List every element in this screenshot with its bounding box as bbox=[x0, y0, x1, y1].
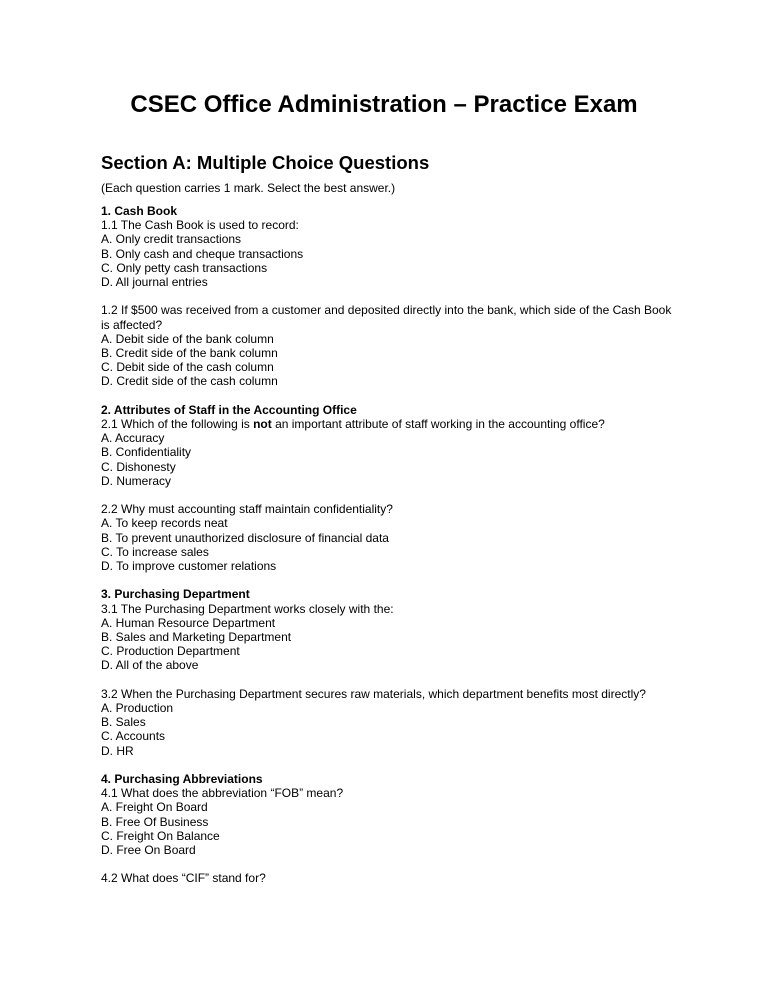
option-d: D. All of the above bbox=[101, 658, 199, 673]
question-3-1 bbox=[101, 602, 681, 673]
question-text-after: an important attribute of staff working in the accounting office? bbox=[271, 417, 605, 432]
question-text: 2.2 Why must accounting staff maintain confidentiality? bbox=[101, 502, 393, 517]
option-b: B. Credit side of the bank column bbox=[101, 346, 278, 361]
option-a: A. Accuracy bbox=[101, 431, 165, 446]
question-text-before: 2.1 Which of the following is bbox=[101, 417, 254, 432]
question-text: 3.1 The Purchasing Department works closely with the: bbox=[101, 601, 394, 616]
topic-cash-book bbox=[101, 204, 681, 389]
question-1-2 bbox=[101, 303, 681, 388]
option-d: D. Credit side of the cash column bbox=[101, 374, 278, 389]
option-a: A. Debit side of the bank column bbox=[101, 331, 274, 346]
topic-heading: 3. Purchasing Department bbox=[101, 587, 250, 602]
option-d: D. All journal entries bbox=[101, 275, 208, 290]
topic-heading: 2. Attributes of Staff in the Accounting Office bbox=[101, 402, 357, 417]
option-d: D. Numeracy bbox=[101, 473, 172, 488]
option-a: A. Only credit transactions bbox=[101, 232, 242, 247]
option-b: B. Sales and Marketing Department bbox=[101, 630, 292, 645]
question-4-1 bbox=[101, 786, 681, 857]
option-b: B. Sales bbox=[101, 715, 146, 730]
topic-heading: 1. Cash Book bbox=[101, 204, 178, 218]
option-b: B. Only cash and cheque transactions bbox=[101, 246, 304, 261]
question-text: 1.1 The Cash Book is used to record: bbox=[101, 218, 299, 233]
option-a: A. Freight On Board bbox=[101, 800, 208, 815]
topic-heading: 4. Purchasing Abbreviations bbox=[101, 772, 263, 787]
question-4-2 bbox=[101, 871, 681, 885]
option-c: C. To increase sales bbox=[101, 544, 209, 559]
section-heading: Section A: Multiple Choice Questions bbox=[101, 152, 430, 173]
option-c: C. Debit side of the cash column bbox=[101, 360, 274, 375]
topic-staff-attributes bbox=[101, 403, 681, 573]
section-instructions: (Each question carries 1 mark. Select the best answer.) bbox=[101, 181, 396, 195]
question-2-1 bbox=[101, 417, 681, 488]
question-text: 4.2 What does “CIF” stand for? bbox=[101, 871, 266, 886]
question-text-emphasis: not bbox=[253, 417, 272, 432]
question-list bbox=[101, 204, 681, 886]
option-b: B. Free Of Business bbox=[101, 814, 209, 829]
topic-purchasing-abbreviations bbox=[101, 772, 681, 886]
option-a: A. Production bbox=[101, 701, 174, 716]
question-3-2 bbox=[101, 687, 681, 758]
question-text: 3.2 When the Purchasing Department secures raw materials, which department benefits most directly? bbox=[101, 686, 646, 701]
question-2-2 bbox=[101, 502, 681, 573]
question-text: 4.1 What does the abbreviation “FOB” mean? bbox=[101, 786, 344, 801]
topic-purchasing-department bbox=[101, 587, 681, 757]
option-c: C. Only petty cash transactions bbox=[101, 260, 268, 275]
option-c: C. Freight On Balance bbox=[101, 828, 220, 843]
question-text bbox=[101, 417, 681, 431]
option-c: C. Accounts bbox=[101, 729, 166, 744]
option-d: D. HR bbox=[101, 743, 134, 758]
option-a: A. Human Resource Department bbox=[101, 615, 276, 630]
option-c: C. Dishonesty bbox=[101, 459, 176, 474]
option-b: B. To prevent unauthorized disclosure of financial data bbox=[101, 530, 389, 545]
option-d: D. To improve customer relations bbox=[101, 559, 277, 574]
question-1-1 bbox=[101, 218, 681, 289]
option-b: B. Confidentiality bbox=[101, 445, 192, 460]
page-title: CSEC Office Administration – Practice Exam bbox=[130, 91, 638, 118]
option-a: A. To keep records neat bbox=[101, 516, 228, 531]
option-d: D. Free On Board bbox=[101, 843, 196, 858]
question-text: 1.2 If $500 was received from a customer and deposited directly into the bank, which side of the Cash Book is affected? bbox=[101, 303, 672, 332]
option-c: C. Production Department bbox=[101, 644, 240, 659]
